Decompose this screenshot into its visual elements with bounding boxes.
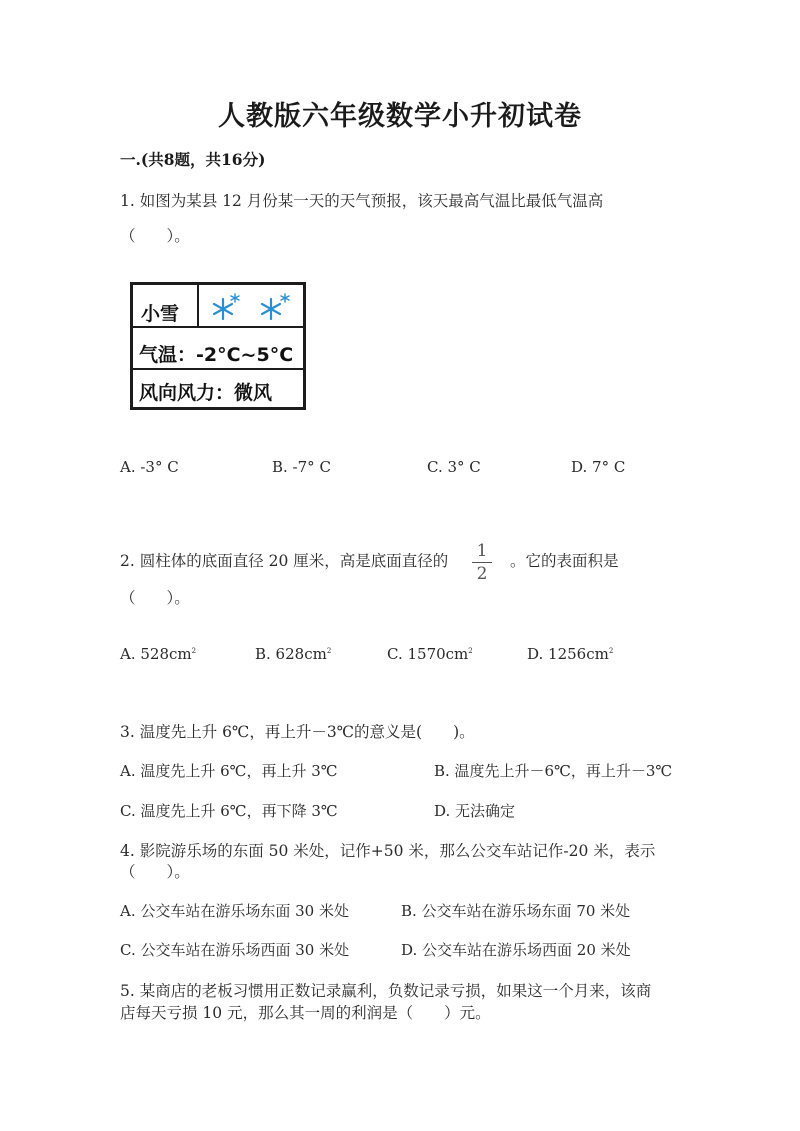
q4-option-b: B. 公交车站在游乐场东面 70 米处 xyxy=(401,902,631,920)
fraction-numerator: 1 xyxy=(476,541,488,561)
weather-condition-label: 小雪 xyxy=(141,303,180,325)
q1-option-b: B. -7° C xyxy=(272,458,331,476)
fraction-denominator: 2 xyxy=(476,564,488,584)
wind-label: 风向风力：微风 xyxy=(139,382,273,404)
q3-option-c: C. 温度先上升 6℃，再下降 3℃ xyxy=(120,802,338,820)
q2-option-c-text: C. 1570cm xyxy=(387,645,469,663)
unit-superscript: 2 xyxy=(191,647,197,655)
q1-option-d: D. 7° C xyxy=(571,458,626,476)
q4-text-line1: 4. 影院游乐场的东面 50 米处，记作+50 米，那么公交车站记作-20 米，表示 xyxy=(120,842,656,860)
q1-text-line2: （ ）。 xyxy=(120,227,190,245)
q2-option-d-text: D. 1256cm xyxy=(527,645,609,663)
q2-option-a xyxy=(120,645,196,663)
q2-text-part2: 。它的表面积是 xyxy=(510,552,619,570)
unit-superscript: 2 xyxy=(468,647,473,655)
unit-superscript: 2 xyxy=(608,647,614,655)
weather-forecast-figure xyxy=(130,282,306,410)
weather-row-divider xyxy=(133,326,303,328)
q1-option-c: C. 3° C xyxy=(427,458,481,476)
section-heading: 一.(共8题，共16分) xyxy=(120,150,266,169)
q2-text-part1: 2. 圆柱体的底面直径 20 厘米，高是底面直径的 xyxy=(120,552,449,570)
q5-text-line1: 5. 某商店的老板习惯用正数记录赢利，负数记录亏损，如果这一个月来，该商 xyxy=(120,982,652,1000)
q2-option-d xyxy=(527,645,613,663)
temperature-range-label: 气温：-2°C~5°C xyxy=(139,344,294,366)
q2-text-line2: （ ）。 xyxy=(120,589,190,607)
q1-text-line1: 1. 如图为某县 12 月份某一天的天气预报，该天最高气温比最低气温高 xyxy=(120,192,604,210)
q4-option-d: D. 公交车站在游乐场西面 20 米处 xyxy=(401,941,631,959)
q4-option-a: A. 公交车站在游乐场东面 30 米处 xyxy=(120,902,349,920)
unit-superscript: 2 xyxy=(326,647,332,655)
q3-option-a: A. 温度先上升 6℃，再上升 3℃ xyxy=(120,762,338,780)
q5-text-line2: 店每天亏损 10 元，那么其一周的利润是（ ）元。 xyxy=(120,1004,491,1022)
fraction-one-half xyxy=(472,541,492,584)
q2-option-c xyxy=(387,645,473,663)
snowflake-icon xyxy=(205,291,301,325)
fraction-bar xyxy=(472,562,492,563)
q3-option-d: D. 无法确定 xyxy=(434,802,516,820)
q2-option-a-text: A. 528cm xyxy=(120,645,192,663)
q3-option-b: B. 温度先上升－6℃，再上升－3℃ xyxy=(434,762,673,780)
q1-option-a: A. -3° C xyxy=(120,458,179,476)
q4-text-line2: （ ）。 xyxy=(120,863,190,881)
q3-text: 3. 温度先上升 6℃，再上升－3℃的意义是( )。 xyxy=(120,723,475,741)
weather-row-divider xyxy=(133,368,303,370)
exam-title: 人教版六年级数学小升初试卷 xyxy=(218,101,582,132)
q2-option-b xyxy=(255,645,331,663)
q4-option-c: C. 公交车站在游乐场西面 30 米处 xyxy=(120,941,350,959)
q2-option-b-text: B. 628cm xyxy=(255,645,327,663)
weather-cell-divider xyxy=(197,285,199,326)
